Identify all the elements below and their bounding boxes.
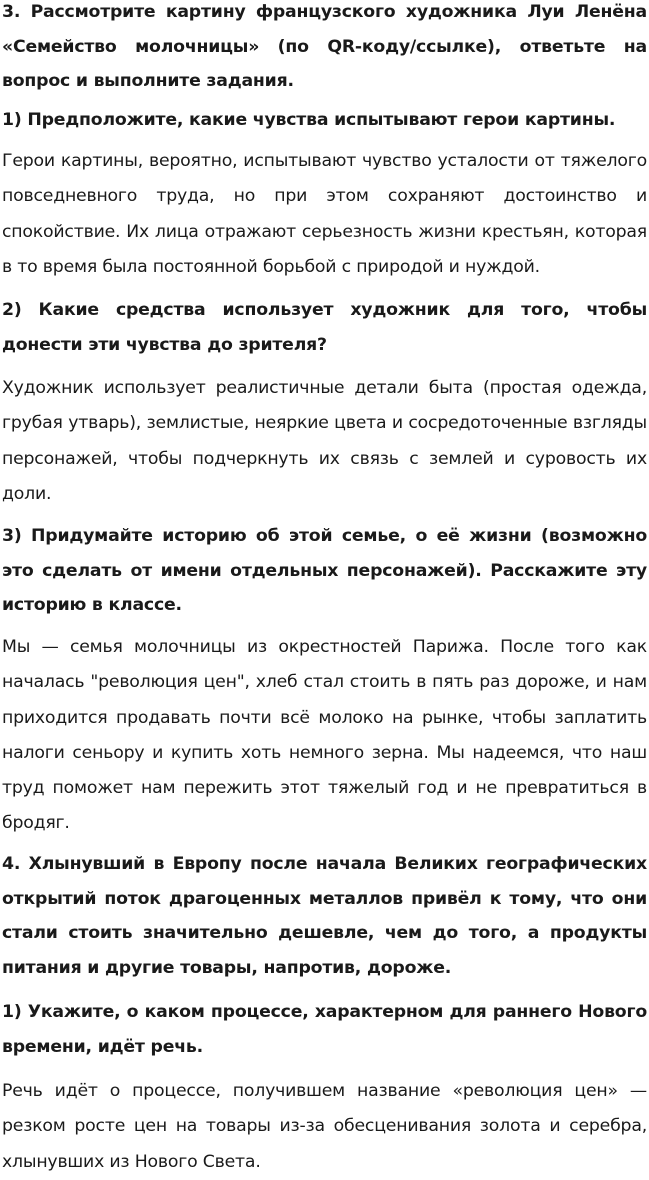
task-4-answer-1: Речь идёт о процессе, получившем название «революция цен» — резком росте цен на товары из-за обесценивания золота и серебра, хлынувших из Нового Света. <box>2 1081 647 1172</box>
task-3-heading: 3. Рассмотрите картину французского художника Луи Ленёна «Семейство молочницы» (по QR-коду/ссылке), ответьте на вопрос и выполните задания. <box>2 2 647 91</box>
task-4-question-1: 1) Укажите, о каком процессе, характерном для раннего Нового времени, идёт речь. <box>2 1002 647 1057</box>
task-3-question-2: 2) Какие средства использует художник для того, чтобы донести эти чувства до зрителя? <box>2 300 647 355</box>
task-3-question-3: 3) Придумайте историю об этой семье, о её жизни (возможно это сделать от имени отдельных персонажей). Расскажите эту историю в классе. <box>2 526 647 615</box>
task-3-answer-2: Художник использует реалистичные детали быта (простая одежда, грубая утварь), землистые, неяркие цвета и сосредоточенные взгляды персонажей, чтобы подчеркнуть их связь с землей и суровость их доли. <box>2 378 647 504</box>
task-4-heading: 4. Хлынувший в Европу после начала Великих географических открытий поток драгоценных металлов привёл к тому, что они стали стоить значительно дешевле, чем до того, а продукты питания и другие товары, напротив, дороже. <box>2 854 647 978</box>
task-3-answer-1: Герои картины, вероятно, испытывают чувство усталости от тяжелого повседневного труда, но при этом сохраняют достоинство и спокойствие. Их лица отражают серьезность жизни крестьян, которая в то время была постоянной борьбой с природой и нуждой. <box>2 151 647 277</box>
task-3-answer-3: Мы — семья молочницы из окрестностей Парижа. После того как началась "революция цен", хлеб стал стоить в пять раз дороже, и нам приходится продавать почти всё молоко на рынке, чтобы заплатить налоги сеньору и купить хоть немного зерна. Мы надеемся, что наш труд поможет нам пережить этот тяжелый год и не превратиться в бродяг. <box>2 637 647 834</box>
task-3-question-1: 1) Предположите, какие чувства испытывают герои картины. <box>2 110 616 130</box>
